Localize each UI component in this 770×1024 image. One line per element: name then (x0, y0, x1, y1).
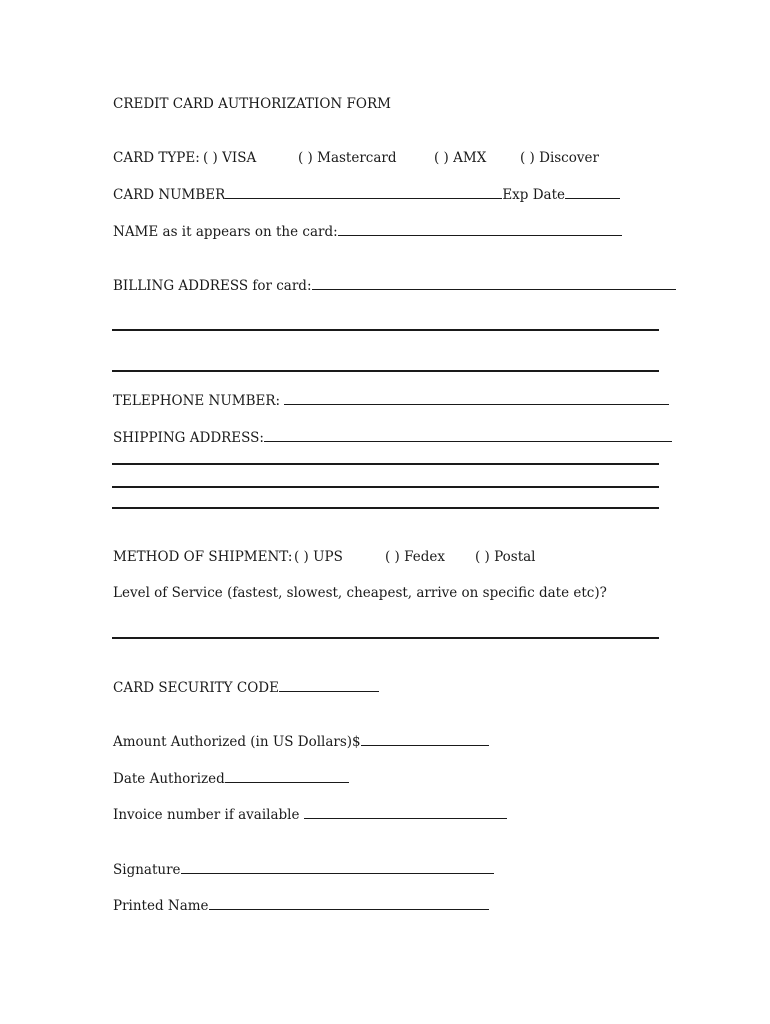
card-type-visa-option[interactable]: ( ) VISA (203, 150, 257, 166)
billing-address-label: BILLING ADDRESS for card: (113, 278, 312, 294)
shipping-address-line-3[interactable] (112, 486, 659, 488)
telephone-field[interactable] (284, 391, 669, 405)
amount-row (113, 732, 489, 751)
printed-name-field[interactable] (209, 896, 489, 910)
shipping-address-row (113, 428, 672, 447)
card-number-label: CARD NUMBER (113, 187, 226, 203)
shipment-fedex-option[interactable]: ( ) Fedex (385, 549, 445, 565)
invoice-field[interactable] (304, 805, 507, 819)
printed-name-label: Printed Name (113, 898, 209, 914)
signature-field[interactable] (181, 860, 494, 874)
card-type-mastercard-option[interactable]: ( ) Mastercard (298, 150, 397, 166)
signature-row (113, 860, 494, 879)
cardholder-name-field[interactable] (338, 222, 622, 236)
shipping-address-field[interactable] (264, 428, 672, 442)
invoice-label: Invoice number if available (113, 807, 300, 823)
cardholder-name-row (113, 222, 622, 241)
date-authorized-label: Date Authorized (113, 771, 225, 787)
cardholder-name-label: NAME as it appears on the card: (113, 224, 338, 240)
telephone-label: TELEPHONE NUMBER: (113, 393, 281, 409)
exp-date-field[interactable] (565, 185, 620, 199)
form-title: CREDIT CARD AUTHORIZATION FORM (113, 96, 391, 112)
exp-date-label: Exp Date (502, 187, 566, 203)
service-level-label: Level of Service (fastest, slowest, cheapest, arrive on specific date etc)? (113, 585, 607, 601)
signature-label: Signature (113, 862, 181, 878)
shipping-address-line-2[interactable] (112, 463, 659, 465)
shipment-ups-option[interactable]: ( ) UPS (294, 549, 343, 565)
shipment-postal-option[interactable]: ( ) Postal (475, 549, 536, 565)
billing-address-line-2[interactable] (112, 329, 659, 331)
shipping-address-line-4[interactable] (112, 507, 659, 509)
service-level-field[interactable] (112, 637, 659, 639)
card-number-field[interactable] (225, 185, 502, 199)
telephone-row (113, 391, 669, 410)
billing-address-field[interactable] (312, 276, 676, 290)
card-type-discover-option[interactable]: ( ) Discover (520, 150, 599, 166)
security-code-field[interactable] (279, 678, 379, 692)
amount-label: Amount Authorized (in US Dollars)$ (113, 734, 361, 750)
invoice-row (113, 805, 507, 824)
security-code-row (113, 678, 379, 697)
card-number-row (113, 185, 620, 204)
billing-address-row (113, 276, 676, 295)
shipping-address-label: SHIPPING ADDRESS: (113, 430, 264, 446)
card-type-label: CARD TYPE: (113, 150, 200, 166)
amount-field[interactable] (361, 732, 489, 746)
shipment-method-label: METHOD OF SHIPMENT: (113, 549, 293, 565)
security-code-label: CARD SECURITY CODE (113, 680, 279, 696)
printed-name-row (113, 896, 489, 915)
billing-address-line-3[interactable] (112, 370, 659, 372)
date-authorized-row (113, 769, 349, 788)
date-authorized-field[interactable] (225, 769, 349, 783)
card-type-amx-option[interactable]: ( ) AMX (434, 150, 487, 166)
